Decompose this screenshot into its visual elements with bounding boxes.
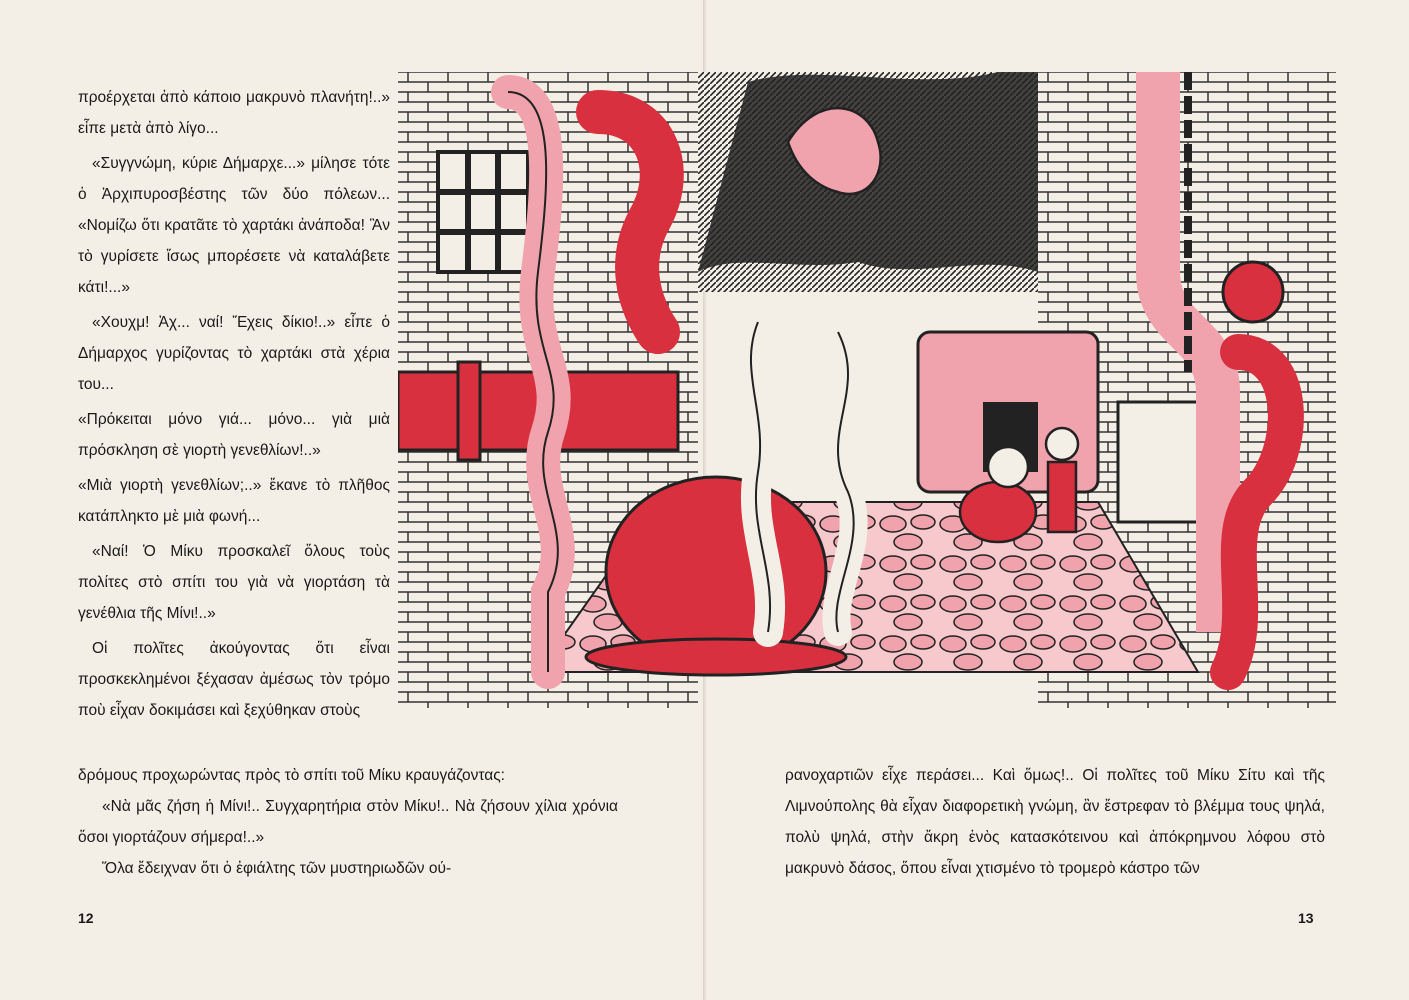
comic-illustration (398, 72, 1336, 708)
gear-panel (1118, 402, 1208, 522)
paragraph: «Πρόκειται μόνο γιά... μόνο... γιὰ μιὰ πρόσκληση σὲ γιορτὴ γενεθλίων!..» (78, 411, 390, 459)
left-column-text (78, 82, 390, 730)
right-bottom-text: ρανοχαρτιῶν εἶχε περάσει... Καὶ ὅμως!.. Οἱ πολῖτες τοῦ Μίκυ Σίτυ καὶ τῆς Λιμνούπολης θὰ εἶχαν διαφορετικὴ γνώμη, ἂν ἔστρεφαν τὸ βλέμμα τους ψηλά, πολὺ ψηλά, στὴν ἄκρη ἑνὸς κατασκότεινου καὶ ἀπόκρημνου λόφου στὸ μακρυνὸ δάσος, ὅπου εἶναι χτισμένο τὸ τρομερὸ κάστρο τῶν (785, 767, 1325, 877)
paragraph: προέρχεται ἀπὸ κάποιο μακρυνὸ πλανήτη!..» εἶπε μετὰ ἀπὸ λίγο... (78, 89, 390, 137)
white-tube (751, 322, 770, 632)
character-standing (1048, 462, 1076, 532)
left-bottom-text (78, 760, 618, 884)
page-number-right: 13 (1298, 910, 1314, 926)
white-tube-2 (836, 332, 853, 632)
character-head (988, 447, 1028, 487)
paragraph: «Συγγνώμη, κύριε Δήμαρχε...» μίλησε τότε ὁ Ἀρχιπυροσβέστης τῶν δύο πόλεων... «Νομίζω ὅτι κρατᾶτε τὸ χαρτάκι ἀνάποδα! Ἂν τὸ γυρίσετε ἴσως μπορέσετε νὰ καταλάβετε κάτι!...» (78, 155, 390, 296)
paragraph: Οἱ πολῖτες ἀκούγοντας ὅτι εἶναι προσκεκλημένοι ξέχασαν ἀμέσως τὸν τρόμο ποὺ εἶχαν δοκιμάσει καὶ ξεχύθηκαν στοὺς (78, 640, 390, 719)
paragraph: «Ναί! Ὁ Μίκυ προσκαλεῖ ὅλους τοὺς πολίτες στὸ σπίτι του γιὰ νὰ γιορτάση τὰ γενέθλια τῆς Μίνι!..» (78, 543, 390, 622)
character-crouching (960, 482, 1036, 542)
tank-base (586, 639, 846, 675)
paragraph: «Χουχμ! Ἀχ... ναί! Ἔχεις δίκιο!..» εἶπε ὁ Δήμαρχος γυρίζοντας τὸ χαρτάκι στὰ χέρια του... (78, 314, 390, 393)
paragraph: «Μιὰ γιορτὴ γενεθλίων;..» ἔκανε τὸ πλῆθος κατάπληκτο μὲ μιὰ φωνή... (78, 477, 390, 525)
paragraph: «Νὰ μᾶς ζήση ἡ Μίνι!.. Συγχαρητήρια στὸν Μίκυ!.. Νὰ ζήσουν χίλια χρόνια ὅσοι γιορτάζουν σήμερα!..» (78, 798, 618, 846)
page-number-left: 12 (78, 910, 94, 926)
barred-window (438, 152, 528, 272)
character-standing-head (1046, 428, 1078, 460)
paragraph: δρόμους προχωρώντας πρὸς τὸ σπίτι τοῦ Μίκυ κραυγάζοντας: (78, 767, 505, 784)
pipe-flange (458, 362, 480, 460)
red-valve-ball (1223, 262, 1283, 322)
paragraph: Ὅλα ἔδειχναν ὅτι ὁ ἐφιάλτης τῶν μυστηριωδῶν ού- (102, 860, 452, 877)
